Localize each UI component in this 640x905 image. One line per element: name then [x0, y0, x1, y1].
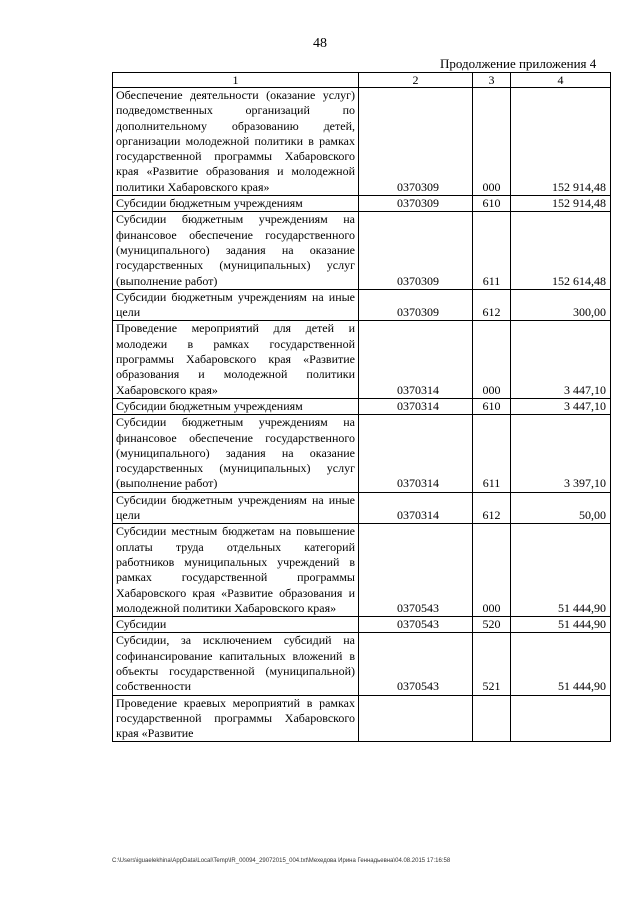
row-amount: 152 614,48 — [511, 212, 611, 289]
row-type: 521 — [473, 633, 511, 695]
row-amount: 51 444,90 — [511, 633, 611, 695]
table-header-row — [113, 73, 611, 88]
row-name: Субсидии бюджетным учреждениям на финансовое обеспечение государственного (муниципального) задания на оказание государственных (муниципальных) услуг (выполнение работ) — [113, 212, 359, 289]
row-type: 610 — [473, 196, 511, 212]
row-type: 000 — [473, 88, 511, 196]
table-row — [113, 415, 611, 492]
file-path-footer: C:\Users\iguaelekhina\AppData\Local\Temp\IR_00094_29072015_004.txt\Мехедова Ирина Геннадьевна\04.08.2015 17:16:58 — [112, 858, 451, 864]
row-name: Субсидии бюджетным учреждениям — [113, 398, 359, 414]
row-code — [359, 695, 473, 742]
table-row — [113, 196, 611, 212]
row-name: Проведение мероприятий для детей и молодежи в рамках государственной программы Хабаровского края «Развитие образования и молодежной политики Хабаровского края» — [113, 321, 359, 398]
row-amount: 152 914,48 — [511, 196, 611, 212]
column-header: 3 — [473, 73, 511, 88]
row-code: 0370543 — [359, 633, 473, 695]
table-row — [113, 321, 611, 398]
row-name: Субсидии местным бюджетам на повышение оплаты труда отдельных категорий работников муниципальных учреждений в рамках государственной программы Хабаровского края «Развитие образования и молодежной политики Хабаровского края» — [113, 524, 359, 617]
table-row — [113, 524, 611, 617]
row-type: 610 — [473, 398, 511, 414]
row-amount: 3 397,10 — [511, 415, 611, 492]
row-code: 0370309 — [359, 88, 473, 196]
row-name: Субсидии бюджетным учреждениям — [113, 196, 359, 212]
row-code: 0370309 — [359, 212, 473, 289]
column-header: 4 — [511, 73, 611, 88]
table-row — [113, 398, 611, 414]
row-code: 0370309 — [359, 289, 473, 321]
table-row — [113, 492, 611, 524]
table-row — [113, 633, 611, 695]
continuation-label: Продолжение приложения 4 — [440, 56, 597, 71]
row-name: Обеспечение деятельности (оказание услуг) подведомственных организаций по дополнительному образованию детей, организации молодежной политики в рамках государственной программы Хабаровского края «Развитие образования и молодежной политики Хабаровского края» — [113, 88, 359, 196]
table-row — [113, 212, 611, 289]
row-code: 0370543 — [359, 617, 473, 633]
budget-table — [112, 72, 611, 742]
row-amount — [511, 695, 611, 742]
row-amount: 51 444,90 — [511, 617, 611, 633]
row-name: Субсидии бюджетным учреждениям на иные цели — [113, 492, 359, 524]
row-amount: 51 444,90 — [511, 524, 611, 617]
column-header: 1 — [113, 73, 359, 88]
row-code: 0370314 — [359, 321, 473, 398]
row-name: Субсидии бюджетным учреждениям на финансовое обеспечение государственного (муниципального) задания на оказание государственных (муниципальных) услуг (выполнение работ) — [113, 415, 359, 492]
row-code: 0370314 — [359, 398, 473, 414]
table-row — [113, 88, 611, 196]
row-code: 0370543 — [359, 524, 473, 617]
row-type: 612 — [473, 492, 511, 524]
row-type — [473, 695, 511, 742]
row-name: Субсидии, за исключением субсидий на софинансирование капитальных вложений в объекты государственной (муниципальной) собственности — [113, 633, 359, 695]
row-code: 0370314 — [359, 415, 473, 492]
page-number: 48 — [313, 36, 327, 51]
row-type: 611 — [473, 212, 511, 289]
row-name: Субсидии — [113, 617, 359, 633]
row-amount: 50,00 — [511, 492, 611, 524]
table-row — [113, 617, 611, 633]
row-type: 000 — [473, 321, 511, 398]
row-name: Субсидии бюджетным учреждениям на иные цели — [113, 289, 359, 321]
row-amount: 3 447,10 — [511, 321, 611, 398]
row-type: 000 — [473, 524, 511, 617]
row-type: 612 — [473, 289, 511, 321]
row-amount: 3 447,10 — [511, 398, 611, 414]
table-row — [113, 695, 611, 742]
row-type: 520 — [473, 617, 511, 633]
row-amount: 300,00 — [511, 289, 611, 321]
row-name: Проведение краевых мероприятий в рамках государственной программы Хабаровского края «Развитие — [113, 695, 359, 742]
row-amount: 152 914,48 — [511, 88, 611, 196]
column-header: 2 — [359, 73, 473, 88]
row-code: 0370314 — [359, 492, 473, 524]
row-type: 611 — [473, 415, 511, 492]
row-code: 0370309 — [359, 196, 473, 212]
table-row — [113, 289, 611, 321]
